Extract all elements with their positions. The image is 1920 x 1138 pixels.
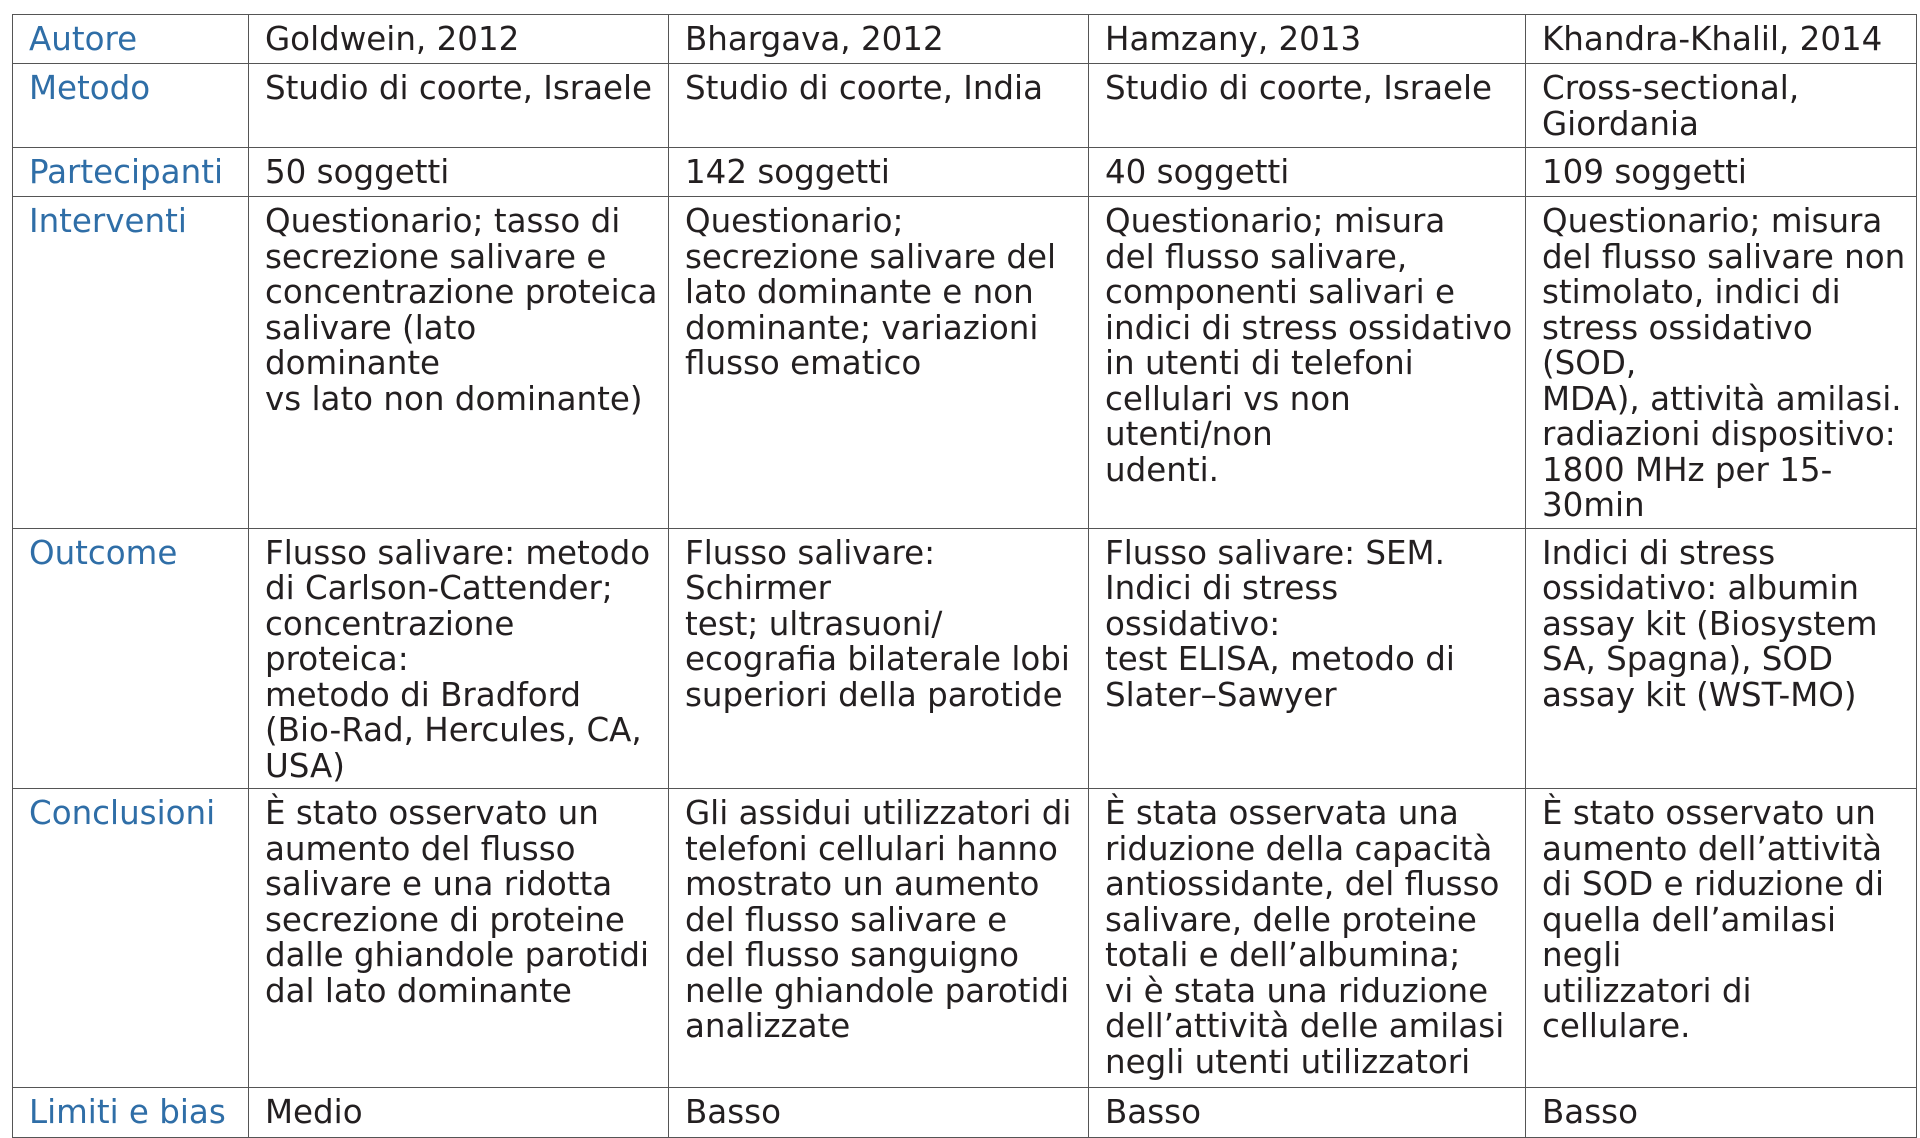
row-autore [13,15,1917,64]
cell-conclusioni-bhargava: Gli assidui utilizzatori di telefoni cellulari hanno mostrato un aumento del flusso salivare e del flusso sanguigno nelle ghiandole parotidi analizzate [669,789,1089,1088]
cell-metodo-khandra-khalil: Cross-sectional, Giordania [1526,64,1917,148]
cell-limiti-hamzany: Basso [1089,1088,1526,1138]
cell-partecipanti-bhargava: 142 soggetti [669,148,1089,197]
row-label-limiti-e-bias: Limiti e bias [13,1088,249,1138]
cell-interventi-hamzany: Questionario; misura del flusso salivare, componenti salivari e indici di stress ossidativo in utenti di telefoni cellulari vs non utenti/non udenti. [1089,197,1526,529]
cell-outcome-goldwein: Flusso salivare: metodo di Carlson-Cattender; concentrazione proteica: metodo di Bradford (Bio-Rad, Hercules, CA, USA) [249,528,669,789]
cell-outcome-bhargava: Flusso salivare: Schirmer test; ultrasuoni/ ecografia bilaterale lobi superiori della parotide [669,528,1089,789]
cell-metodo-hamzany: Studio di coorte, Israele [1089,64,1526,148]
cell-metodo-goldwein: Studio di coorte, Israele [249,64,669,148]
row-conclusioni [13,789,1917,1088]
cell-outcome-khandra-khalil: Indici di stress ossidativo: albumin assay kit (Biosystem SA, Spagna), SOD assay kit (WST-MO) [1526,528,1917,789]
row-limiti-e-bias [13,1088,1917,1138]
cell-conclusioni-goldwein: È stato osservato un aumento del flusso salivare e una ridotta secrezione di proteine dalle ghiandole parotidi dal lato dominante [249,789,669,1088]
cell-autore-goldwein: Goldwein, 2012 [249,15,669,64]
row-label-metodo: Metodo [13,64,249,148]
cell-interventi-goldwein: Questionario; tasso di secrezione salivare e concentrazione proteica salivare (lato dominante vs lato non dominante) [249,197,669,529]
cell-limiti-khandra-khalil: Basso [1526,1088,1917,1138]
study-comparison-table [12,14,1917,1138]
row-label-outcome: Outcome [13,528,249,789]
cell-interventi-khandra-khalil: Questionario; misura del flusso salivare non stimolato, indici di stress ossidativo (SOD, MDA), attività amilasi. radiazioni dispositivo: 1800 MHz per 15- 30min [1526,197,1917,529]
row-partecipanti [13,148,1917,197]
cell-partecipanti-goldwein: 50 soggetti [249,148,669,197]
cell-limiti-bhargava: Basso [669,1088,1089,1138]
cell-partecipanti-khandra-khalil: 109 soggetti [1526,148,1917,197]
cell-autore-hamzany: Hamzany, 2013 [1089,15,1526,64]
cell-interventi-bhargava: Questionario; secrezione salivare del lato dominante e non dominante; variazioni flusso ematico [669,197,1089,529]
row-label-autore: Autore [13,15,249,64]
cell-autore-bhargava: Bhargava, 2012 [669,15,1089,64]
row-label-conclusioni: Conclusioni [13,789,249,1088]
cell-metodo-bhargava: Studio di coorte, India [669,64,1089,148]
cell-outcome-hamzany: Flusso salivare: SEM. Indici di stress ossidativo: test ELISA, metodo di Slater–Sawyer [1089,528,1526,789]
cell-conclusioni-hamzany: È stata osservata una riduzione della capacità antiossidante, del flusso salivare, delle proteine totali e dell’albumina; vi è stata una riduzione dell’attività delle amilasi negli utenti utilizzatori [1089,789,1526,1088]
cell-autore-khandra-khalil: Khandra-Khalil, 2014 [1526,15,1917,64]
row-interventi [13,197,1917,529]
cell-partecipanti-hamzany: 40 soggetti [1089,148,1526,197]
row-label-interventi: Interventi [13,197,249,529]
row-label-partecipanti: Partecipanti [13,148,249,197]
cell-limiti-goldwein: Medio [249,1088,669,1138]
row-outcome [13,528,1917,789]
row-metodo [13,64,1917,148]
cell-conclusioni-khandra-khalil: È stato osservato un aumento dell’attività di SOD e riduzione di quella dell’amilasi negli utilizzatori di cellulare. [1526,789,1917,1088]
